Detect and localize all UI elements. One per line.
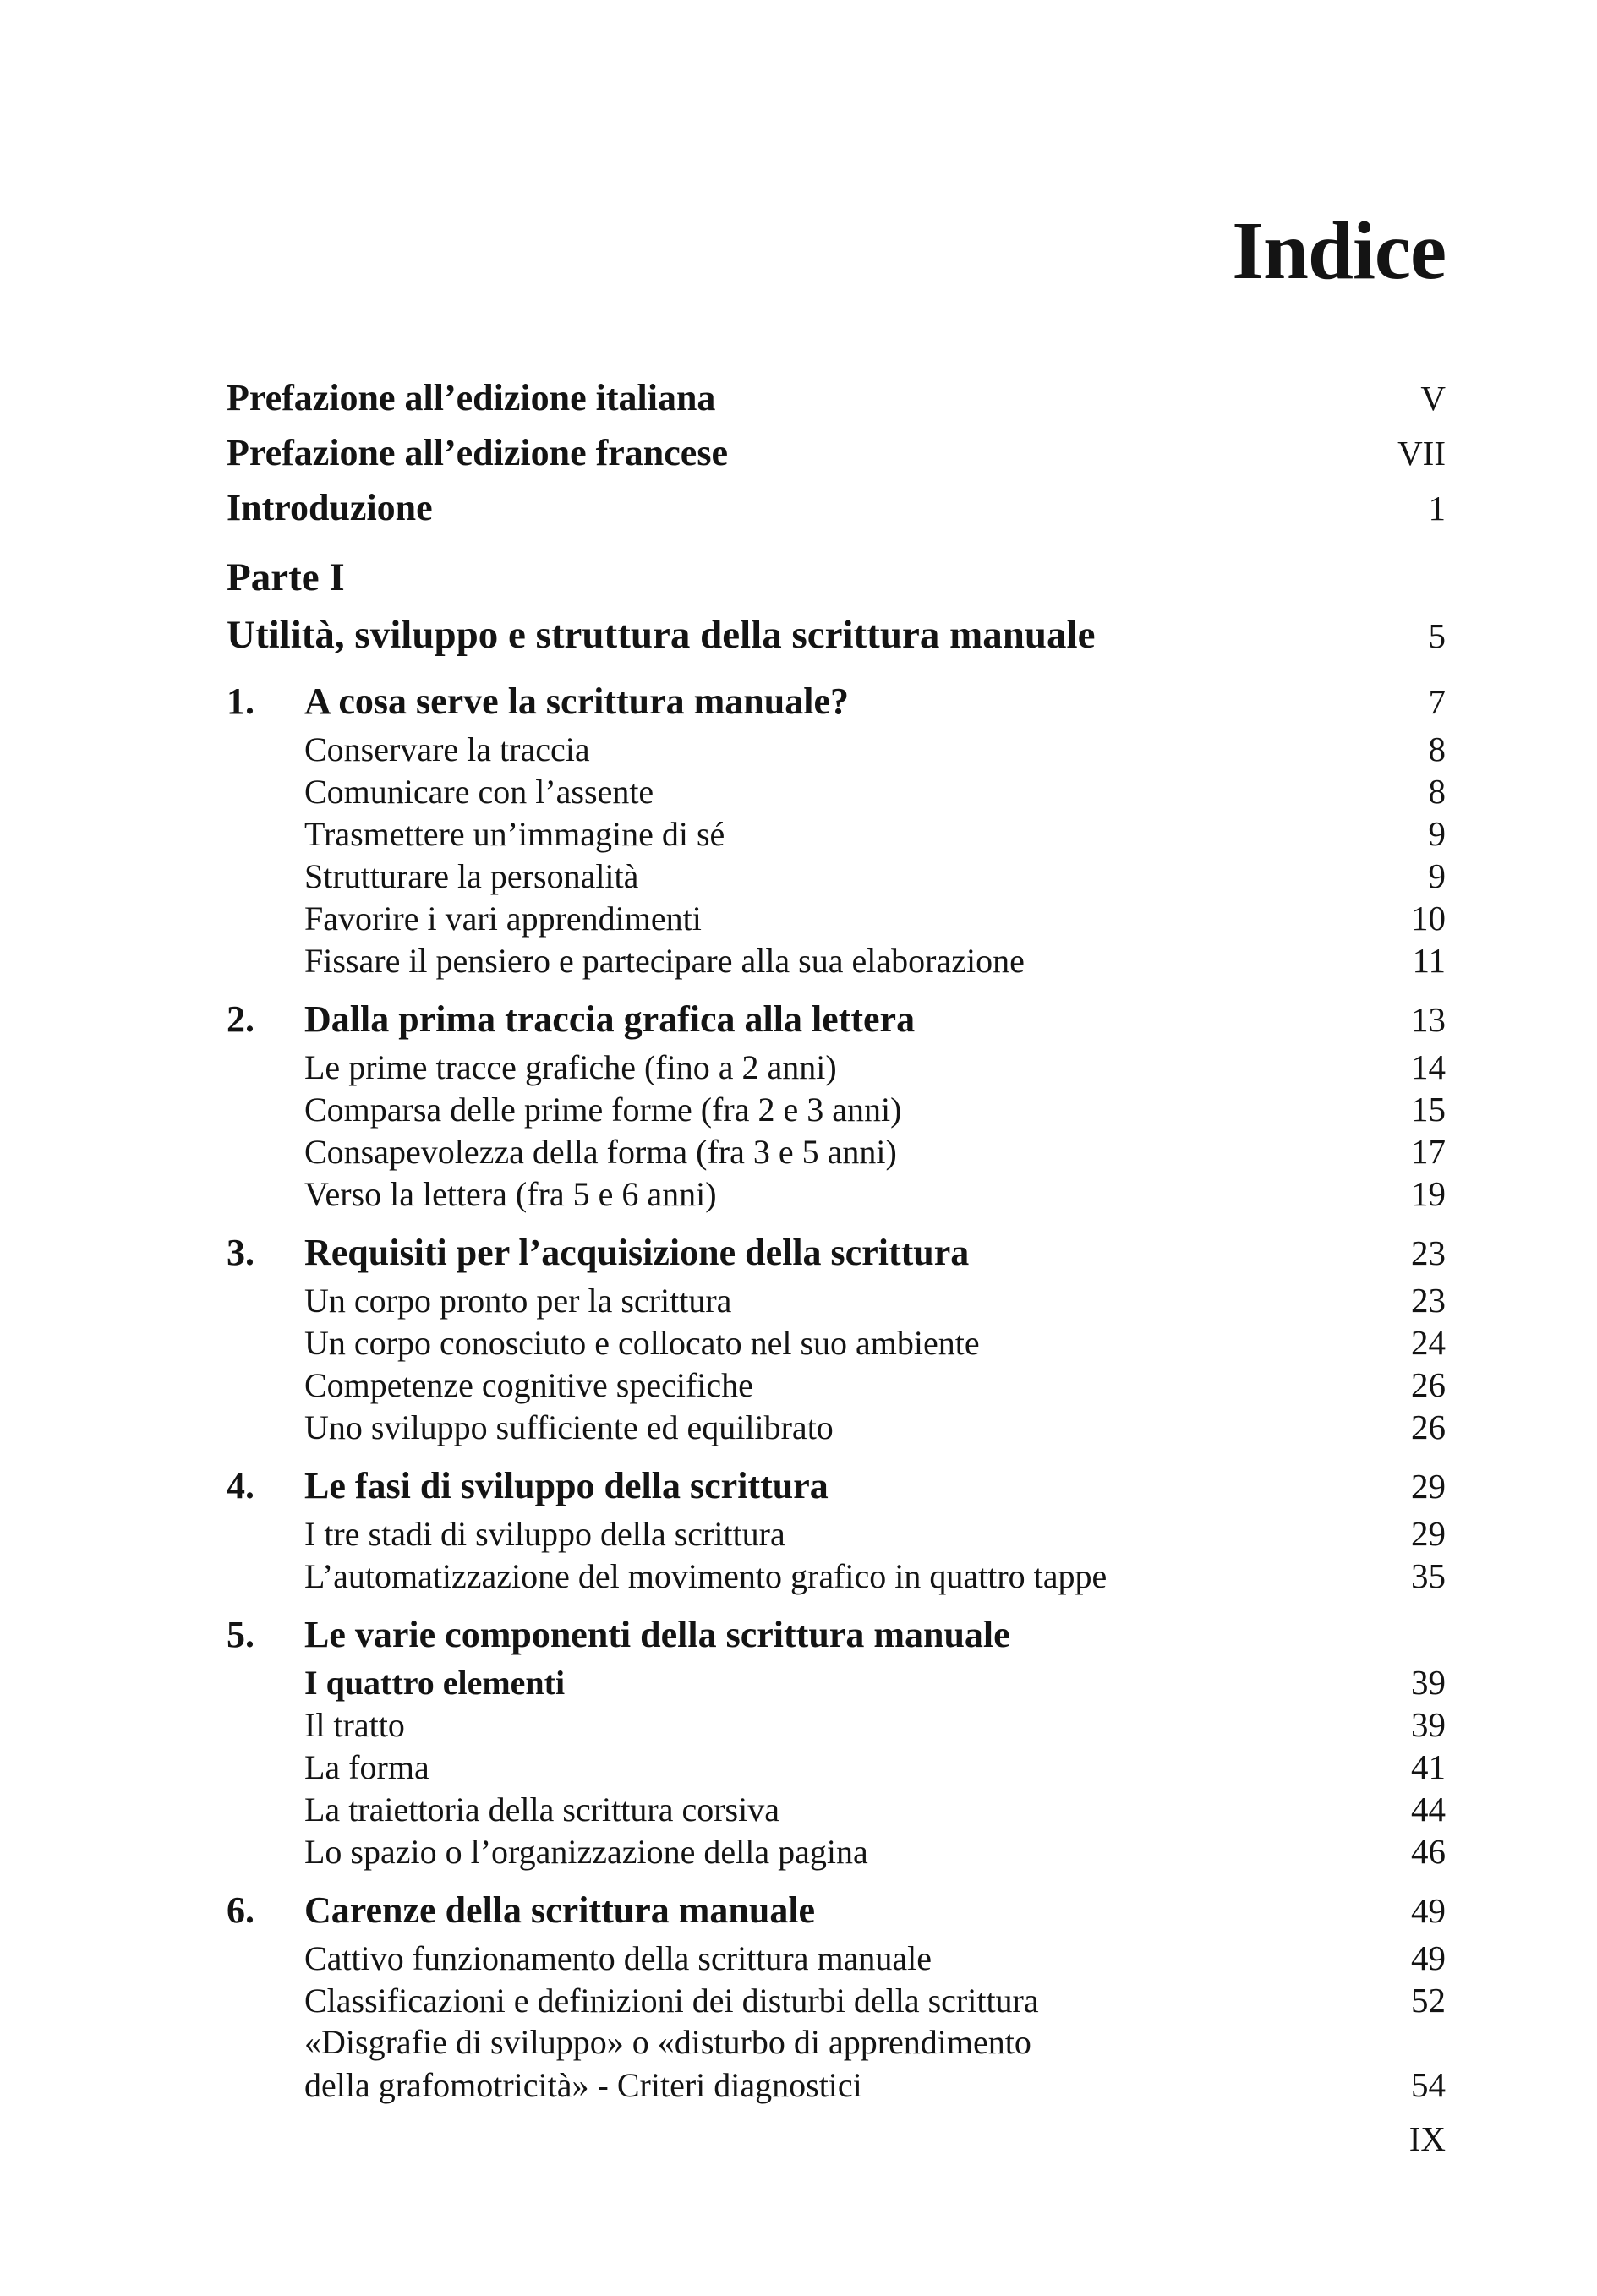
toc-entry-page: 44 — [1411, 1790, 1446, 1829]
toc-entry-page: 19 — [1411, 1174, 1446, 1213]
section-label: Uno sviluppo sufficiente ed equilibrato — [304, 1408, 834, 1446]
toc-entry-page: 8 — [1428, 772, 1446, 811]
section-row — [227, 1512, 1446, 1555]
chapter-title: Requisiti per l’acquisizione della scrittura — [304, 1232, 970, 1273]
section-label: Consapevolezza della forma (fra 3 e 5 anni) — [304, 1133, 897, 1171]
toc-entry-page: 7 — [1428, 682, 1446, 721]
section-row — [227, 1555, 1446, 1597]
section-label: Verso la lettera (fra 5 e 6 anni) — [304, 1175, 717, 1213]
section-label: della grafomotricità» - Criteri diagnostici — [304, 2066, 862, 2104]
chapter-heading-row — [227, 1884, 1446, 1937]
section-row — [227, 1364, 1446, 1406]
section-row — [227, 812, 1446, 855]
section-row — [227, 1746, 1446, 1788]
section-row — [227, 897, 1446, 939]
section-row — [227, 1130, 1446, 1173]
section-label: Un corpo conosciuto e collocato nel suo ambiente — [304, 1324, 980, 1362]
section-row — [227, 1661, 1446, 1703]
toc-entry-page: 23 — [1411, 1233, 1446, 1272]
toc-entry-page: 24 — [1411, 1323, 1446, 1362]
chapter-number: 5. — [227, 1614, 254, 1655]
section-label: I tre stadi di sviluppo della scrittura — [304, 1515, 785, 1553]
chapter-heading-row — [227, 675, 1446, 728]
chapter-number: 4. — [227, 1465, 254, 1506]
toc-entry-page: 46 — [1411, 1832, 1446, 1871]
section-label: Le prime tracce grafiche (fino a 2 anni) — [304, 1048, 837, 1086]
section-row — [227, 1173, 1446, 1215]
toc-entry-page: 15 — [1411, 1090, 1446, 1129]
toc-entry-page: 14 — [1411, 1047, 1446, 1086]
section-row — [227, 1046, 1446, 1088]
chapter-title: Dalla prima traccia grafica alla lettera — [304, 998, 916, 1040]
toc-row-front-matter — [227, 370, 1446, 425]
section-row — [227, 1321, 1446, 1364]
toc-list — [227, 370, 1446, 2106]
part-kicker: Parte I — [227, 555, 345, 599]
section-label: Strutturare la personalità — [304, 857, 639, 895]
section-row — [227, 1937, 1446, 1979]
part-kicker-row — [227, 549, 1446, 606]
part-title: Utilità, sviluppo e struttura della scrittura manuale — [227, 613, 1096, 657]
section-row — [227, 2021, 1446, 2064]
section-label: I quattro elementi — [304, 1664, 566, 1702]
toc-row-front-matter — [227, 425, 1446, 480]
toc-entry-page: 26 — [1411, 1408, 1446, 1446]
toc-entry-page: 49 — [1411, 1891, 1446, 1930]
section-row — [227, 1088, 1446, 1130]
toc-entry-page: 35 — [1411, 1556, 1446, 1595]
chapter-title: Le fasi di sviluppo della scrittura — [304, 1465, 829, 1506]
section-row — [227, 1788, 1446, 1830]
section-label: L’automatizzazione del movimento grafico in quattro tappe — [304, 1557, 1108, 1595]
toc-entry-page: 49 — [1411, 1938, 1446, 1977]
toc-entry-page: 41 — [1411, 1747, 1446, 1786]
toc-entry-page: 13 — [1411, 1000, 1446, 1039]
chapter-title: Carenze della scrittura manuale — [304, 1889, 816, 1931]
section-label: Comparsa delle prime forme (fra 2 e 3 anni) — [304, 1091, 902, 1129]
toc-entry-page: 9 — [1428, 814, 1446, 853]
section-label: Trasmettere un’immagine di sé — [304, 815, 725, 853]
chapter-title: Le varie componenti della scrittura manuale — [304, 1614, 1010, 1655]
chapter-heading-row — [227, 993, 1446, 1046]
chapter-number: 2. — [227, 998, 254, 1040]
chapter-title: A cosa serve la scrittura manuale? — [304, 681, 849, 722]
section-row — [227, 939, 1446, 981]
toc-entry-page: 9 — [1428, 856, 1446, 895]
section-row — [227, 2064, 1446, 2106]
part-heading — [227, 549, 1446, 664]
section-row — [227, 1279, 1446, 1321]
section-label: «Disgrafie di sviluppo» o «disturbo di apprendimento — [304, 2023, 1031, 2061]
chapter-heading-row — [227, 1227, 1446, 1279]
section-row — [227, 1830, 1446, 1872]
toc-entry-page: 29 — [1411, 1514, 1446, 1553]
chapter-number: 3. — [227, 1232, 254, 1273]
toc-row-front-matter — [227, 480, 1446, 535]
chapter-number: 1. — [227, 681, 254, 722]
toc-entry-label: Prefazione all’edizione italiana — [227, 377, 716, 418]
section-label: Un corpo pronto per la scrittura — [304, 1282, 732, 1320]
section-label: Comunicare con l’assente — [304, 773, 654, 811]
toc-entry-page: 5 — [1428, 616, 1446, 655]
toc-entry-label: Introduzione — [227, 487, 433, 528]
folio-page-number: IX — [1408, 2119, 1446, 2158]
toc-entry-page: 52 — [1411, 1981, 1446, 2020]
toc-entry-page: VII — [1397, 434, 1446, 473]
toc-entry-page: 54 — [1411, 2065, 1446, 2104]
section-label: Favorire i vari apprendimenti — [304, 899, 702, 938]
section-label: Lo spazio o l’organizzazione della pagina — [304, 1833, 868, 1871]
toc-entry-page: 26 — [1411, 1365, 1446, 1404]
section-label: La forma — [304, 1748, 429, 1786]
section-label: Competenze cognitive specifiche — [304, 1366, 753, 1404]
toc-entry-page: 11 — [1412, 941, 1446, 980]
toc-entry-page: 23 — [1411, 1281, 1446, 1320]
section-row — [227, 855, 1446, 897]
chapter-heading-row — [227, 1460, 1446, 1512]
section-label: Classificazioni e definizioni dei disturbi della scrittura — [304, 1982, 1039, 2020]
toc-entry-label: Prefazione all’edizione francese — [227, 432, 728, 473]
toc-entry-page: 17 — [1411, 1132, 1446, 1171]
section-label: La traiettoria della scrittura corsiva — [304, 1790, 779, 1829]
section-label: Fissare il pensiero e partecipare alla sua elaborazione — [304, 942, 1025, 980]
toc-entry-page: V — [1420, 379, 1446, 418]
section-row — [227, 770, 1446, 812]
section-row — [227, 1979, 1446, 2021]
toc-entry-page: 8 — [1428, 730, 1446, 768]
toc-entry-page: 10 — [1411, 899, 1446, 938]
section-row — [227, 1703, 1446, 1746]
toc-entry-page: 39 — [1411, 1663, 1446, 1702]
toc-entry-page: 29 — [1411, 1467, 1446, 1506]
toc-entry-page: 1 — [1428, 489, 1446, 528]
chapter-number: 6. — [227, 1889, 254, 1931]
section-label: Il tratto — [304, 1706, 405, 1744]
section-row — [227, 728, 1446, 770]
section-label: Conservare la traccia — [304, 730, 590, 768]
page-title: Indice — [1232, 205, 1446, 296]
chapter-heading-row — [227, 1609, 1446, 1661]
section-label: Cattivo funzionamento della scrittura manuale — [304, 1939, 932, 1977]
toc-entry-page: 39 — [1411, 1705, 1446, 1744]
section-row — [227, 1406, 1446, 1448]
part-title-row — [227, 606, 1446, 664]
